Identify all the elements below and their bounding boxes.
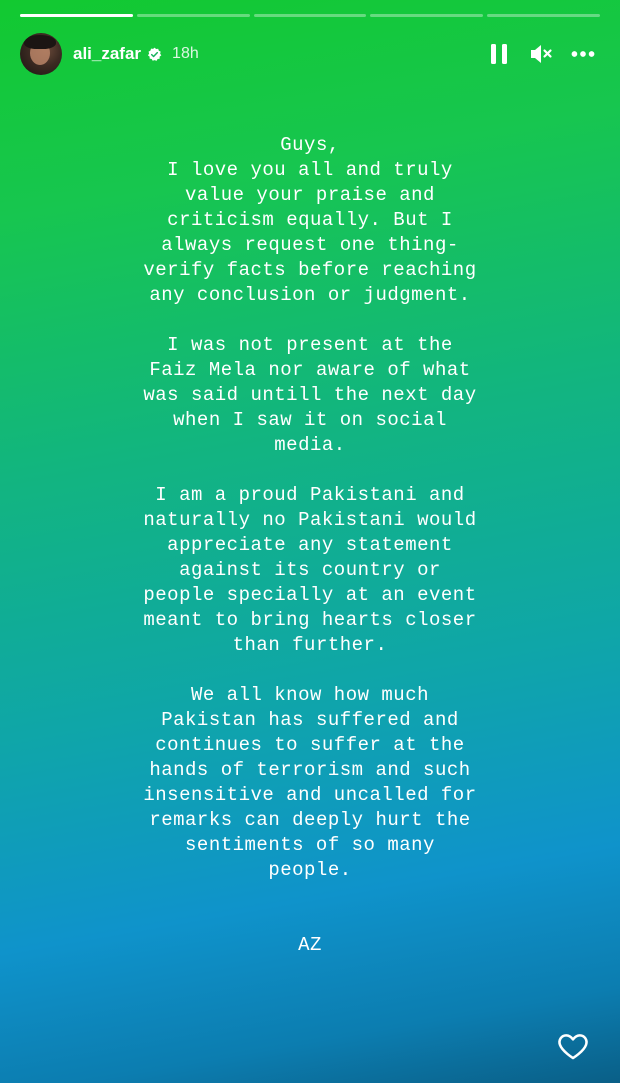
story-controls — [487, 42, 595, 66]
heart-icon — [556, 1029, 590, 1063]
story-progress-segment-2 — [137, 14, 250, 17]
more-options-button[interactable] — [571, 42, 595, 66]
story-header — [20, 33, 595, 75]
more-icon — [571, 50, 595, 58]
story-progress-segment-5 — [487, 14, 600, 17]
mute-button[interactable] — [529, 42, 553, 66]
story-progress-segment-4 — [370, 14, 483, 17]
story-progress-bars — [20, 14, 600, 17]
verified-badge-icon — [147, 47, 162, 62]
avatar[interactable] — [20, 33, 62, 75]
mute-icon — [529, 43, 553, 65]
story-progress-segment-3 — [254, 14, 367, 17]
like-button[interactable] — [556, 1029, 590, 1063]
story-message-text: Guys, I love you all and truly value your praise and criticism equally. But I always request one thing- verify facts before reaching any conclusion or judgment. I was not present at the Faiz Mela nor aware of what was said untill the next day when I saw it on social media. I am a proud Pakistani and naturally no Pakistani would appreciate any statement against its country or people specially at an event meant to bring hearts closer than further. We all know how much Pakistan has suffered and continues to suffer at the hands of terrorism and such insensitive and uncalled for remarks can deeply hurt the sentiments of so many people. AZ — [143, 134, 477, 956]
post-time: 18h — [172, 45, 199, 62]
username[interactable]: ali_zafar — [73, 44, 142, 63]
pause-icon — [490, 43, 508, 65]
pause-button[interactable] — [487, 42, 511, 66]
story-progress-fill — [20, 14, 133, 17]
story-progress-segment-1 — [20, 14, 133, 17]
